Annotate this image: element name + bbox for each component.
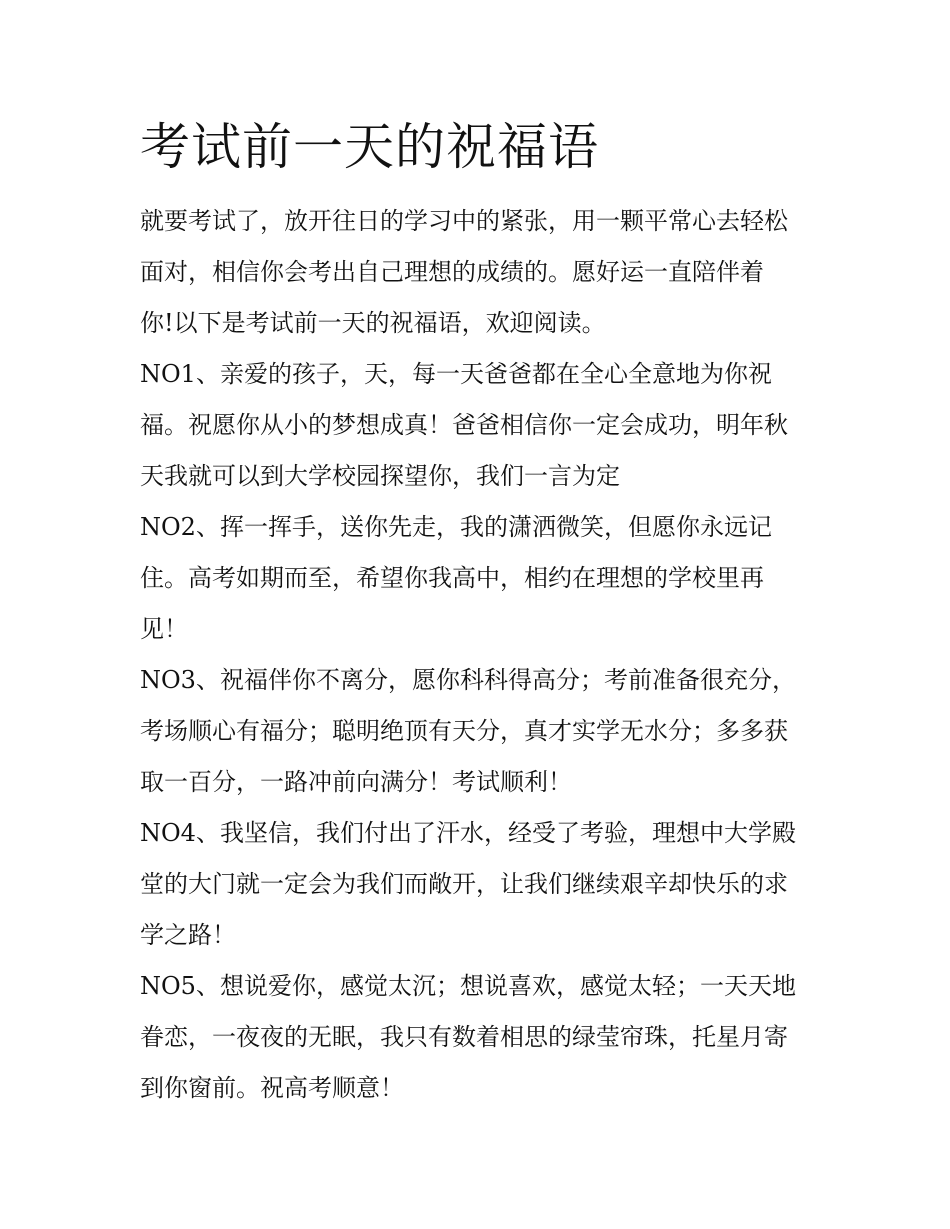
paragraph-no1 <box>140 349 820 502</box>
paragraph-line: NO4、我坚信，我们付出了汗水，经受了考验，理想中大学殿 <box>140 819 796 847</box>
paragraph-line: 面对，相信你会考出自己理想的成绩的。愿好运一直陪伴着 <box>140 258 764 286</box>
paragraph-line: 就要考试了，放开往日的学习中的紧张，用一颗平常心去轻松 <box>140 207 788 235</box>
document-title: 考试前一天的祝福语 <box>140 118 599 176</box>
paragraph-line: 考场顺心有福分；聪明绝顶有天分，真才实学无水分；多多获 <box>140 717 788 745</box>
paragraph-line: 学之路！ <box>140 921 236 949</box>
paragraph-no2 <box>140 502 820 655</box>
paragraph-no3 <box>140 655 820 808</box>
paragraph-line: 取一百分，一路冲前向满分！考试顺利！ <box>140 768 572 796</box>
paragraph-line: 堂的大门就一定会为我们而敞开，让我们继续艰辛却快乐的求 <box>140 870 788 898</box>
paragraph-line: 福。祝愿你从小的梦想成真！爸爸相信你一定会成功，明年秋 <box>140 411 788 439</box>
paragraph-no5 <box>140 961 820 1114</box>
paragraph-line: 你!以下是考试前一天的祝福语，欢迎阅读。 <box>140 309 606 337</box>
paragraph-line: 眷恋，一夜夜的无眠，我只有数着相思的绿莹帘珠，托星月寄 <box>140 1023 788 1051</box>
paragraph-line: NO3、祝福伴你不离分，愿你科科得高分；考前准备很充分， <box>140 666 796 694</box>
paragraph-line: 住。高考如期而至，希望你我高中，相约在理想的学校里再 <box>140 564 764 592</box>
paragraph-no4 <box>140 808 820 961</box>
document-body <box>140 196 820 1114</box>
paragraph-line: 见！ <box>140 615 188 643</box>
paragraph-line: 天我就可以到大学校园探望你，我们一言为定 <box>140 462 620 490</box>
paragraph-line: NO1、亲爱的孩子，天，每一天爸爸都在全心全意地为你祝 <box>140 360 772 388</box>
paragraph-intro <box>140 196 820 349</box>
paragraph-line: NO2、挥一挥手，送你先走，我的潇洒微笑，但愿你永远记 <box>140 513 772 541</box>
paragraph-line: 到你窗前。祝高考顺意！ <box>140 1074 404 1102</box>
paragraph-line: NO5、想说爱你，感觉太沉；想说喜欢，感觉太轻；一天天地 <box>140 972 796 1000</box>
